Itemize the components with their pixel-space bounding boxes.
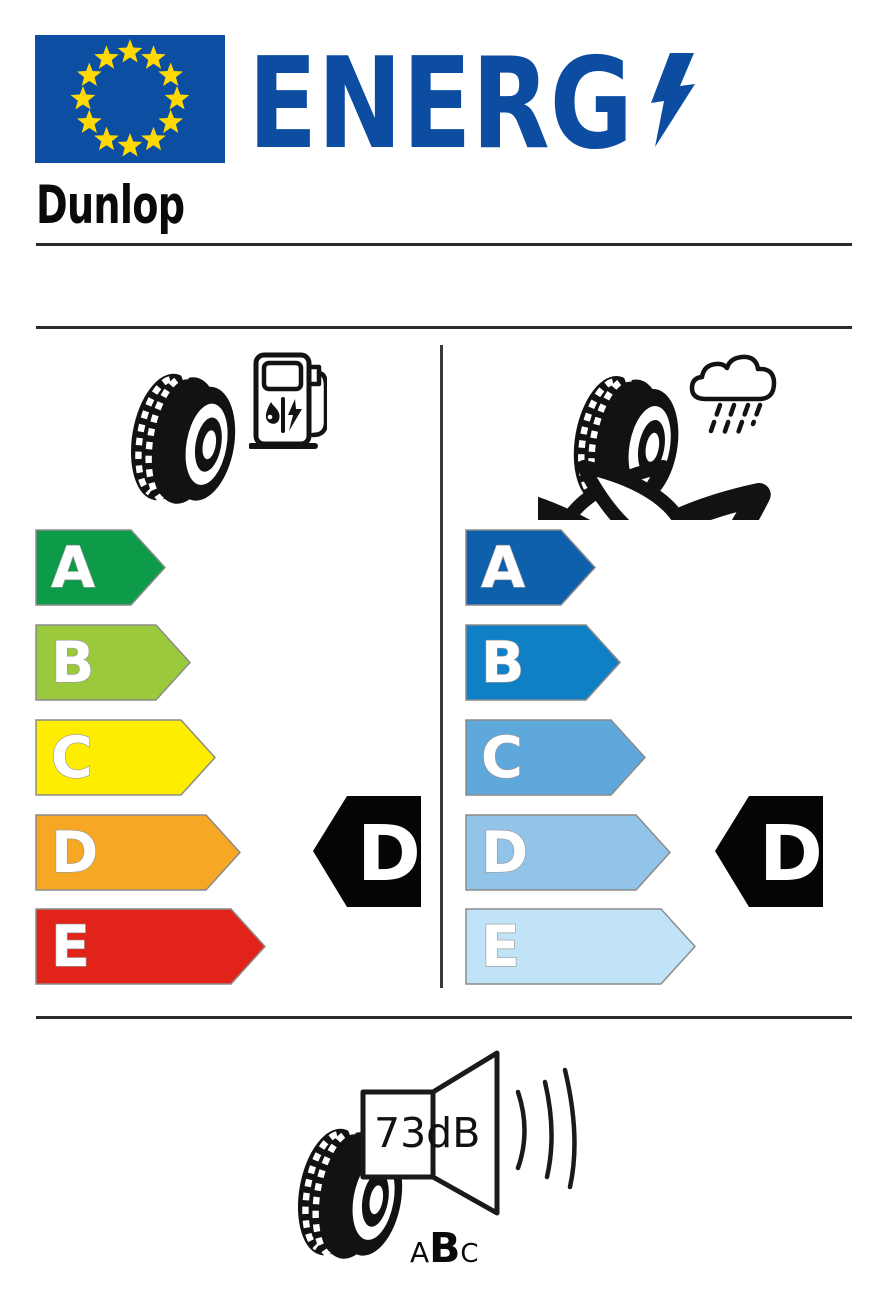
sound-waves-icon bbox=[518, 1070, 574, 1187]
wet-scale-arrow-b bbox=[465, 624, 621, 701]
fuel-efficiency-icon bbox=[125, 348, 335, 516]
fuel-scale-arrow-b bbox=[35, 624, 191, 701]
wet-rating-letter: D bbox=[759, 810, 823, 899]
noise-class-c: C bbox=[460, 1239, 479, 1269]
wet-scale-arrow-e bbox=[465, 908, 696, 985]
energ-logo bbox=[246, 48, 706, 153]
eu-flag bbox=[35, 35, 225, 163]
grade-letter: D bbox=[481, 820, 529, 886]
wet-scale-arrow-a bbox=[465, 529, 596, 606]
rain-cloud-icon bbox=[692, 357, 774, 437]
fuel-scale-arrow-d bbox=[35, 814, 241, 891]
tire-icon bbox=[125, 368, 245, 512]
grade-letter: E bbox=[481, 914, 520, 980]
grade-letter: C bbox=[51, 725, 93, 791]
grade-letter: C bbox=[481, 725, 523, 791]
grade-letter: D bbox=[51, 820, 99, 886]
fuel-scale-arrow-a bbox=[35, 529, 166, 606]
wet-rating-badge bbox=[714, 795, 825, 909]
column-divider bbox=[440, 345, 443, 988]
fuel-pump-icon bbox=[251, 355, 326, 446]
fuel-rating-badge bbox=[312, 795, 423, 909]
brand-name: Dunlop bbox=[36, 175, 185, 236]
noise-class-scale bbox=[410, 1224, 479, 1272]
divider-line-bottom bbox=[36, 1016, 852, 1019]
energ-logo-text: ENERG bbox=[248, 48, 633, 153]
divider-line-top bbox=[36, 243, 852, 246]
wet-scale-arrow-c bbox=[465, 719, 646, 796]
grade-letter: E bbox=[51, 914, 90, 980]
lightning-bolt-icon bbox=[651, 53, 695, 147]
fuel-scale-arrow-e bbox=[35, 908, 266, 985]
noise-class-a: A bbox=[410, 1236, 430, 1269]
wet-scale-arrow-d bbox=[465, 814, 671, 891]
noise-value: 73dB bbox=[374, 1109, 481, 1157]
grade-letter: B bbox=[481, 630, 525, 696]
noise-class-b-rating: B bbox=[429, 1224, 461, 1272]
wet-grip-icon bbox=[538, 348, 790, 520]
divider-line-middle bbox=[36, 326, 852, 329]
grade-letter: B bbox=[51, 630, 95, 696]
fuel-rating-letter: D bbox=[357, 810, 421, 899]
grade-letter: A bbox=[481, 535, 526, 601]
grade-letter: A bbox=[51, 535, 96, 601]
fuel-scale-arrow-c bbox=[35, 719, 216, 796]
